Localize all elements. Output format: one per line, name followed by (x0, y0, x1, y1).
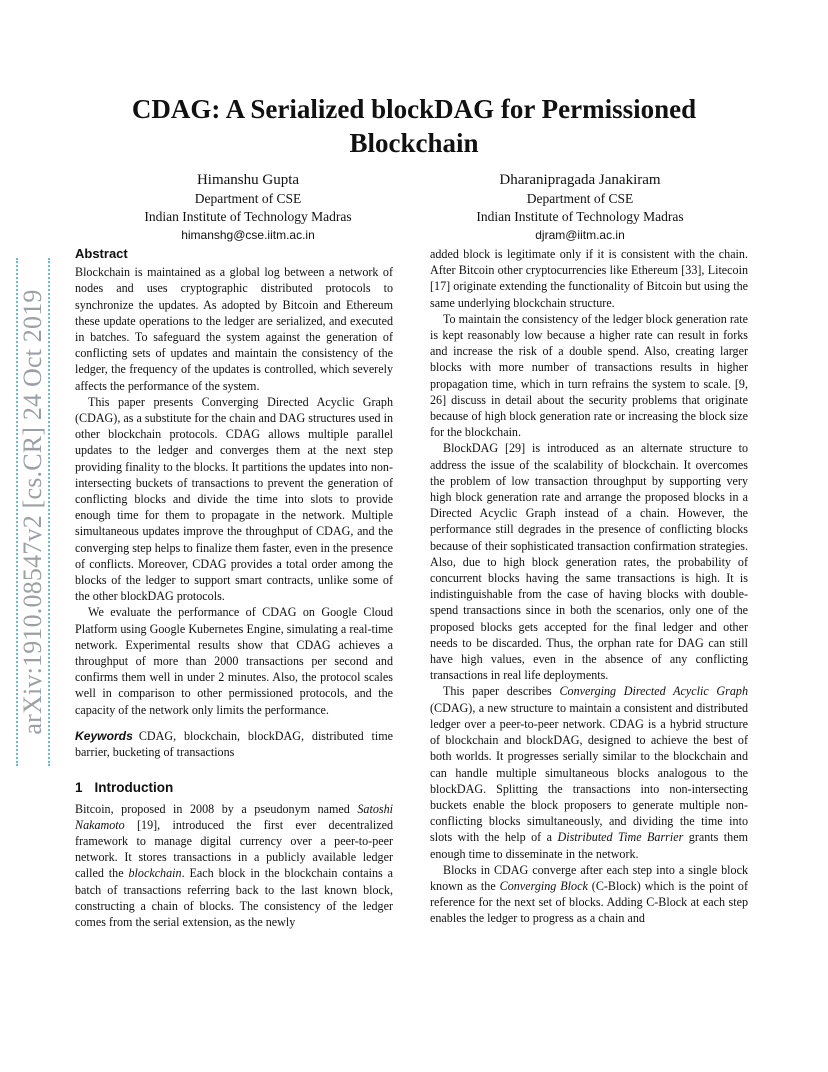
emphasis: blockchain (128, 866, 182, 881)
author-email[interactable]: himanshg@cse.iitm.ac.in (181, 228, 315, 242)
author-institution: Indian Institute of Technology Madras (476, 209, 684, 224)
arxiv-stamp-text: arXiv:1910.08547v2 [cs.CR] 24 Oct 2019 (18, 289, 47, 735)
intro-paragraph-2: To maintain the consistency of the ledger block generation rate is kept reasonably low because a higher rate can result in forks and increase the risk of a double spend. Also, creating larger blocks with more number of transactions results in higher propagation time, which in turn refrains the system to scale. [9, 26] discuss in detail about the security problems that originate because of high block generation rate or increasing the block size for the blockchain. (430, 311, 748, 440)
keywords-label: Keywords (75, 728, 133, 743)
abstract-heading: Abstract (75, 246, 128, 261)
abstract-paragraph-1: Blockchain is maintained as a global log between a network of nodes and uses cryptographic distributed protocols to synchronize the updates. As adopted by Bitcoin and Ethereum these update operations to the ledger are serialized, and executed in batches. To safeguard the system against the generation of conflicting sets of updates and maintain the consistency of the ledger, the frequency of the updates is controlled, which severely affects the performance of the system. (75, 265, 393, 393)
author-dept: Department of CSE (526, 191, 634, 206)
author-block-2 (430, 170, 730, 244)
text-run: grants them enough time to disseminate in the network. (430, 830, 748, 861)
text-run: [19], introduced the first ever decentralized framework to manage digital currency over a peer-to-peer network. It stores transactions in a publicly available ledger called the (75, 817, 393, 881)
keywords-text: CDAG, blockchain, blockDAG, distributed time barrier, bucketing of transactions (75, 728, 393, 760)
arxiv-stamp[interactable] (18, 262, 48, 762)
intro-paragraph-3: BlockDAG [29] is introduced as an alternate structure to address the issue of the scalability of blockchain. It overcomes the problem of low transaction throughput by supporting very high block generation rate and arrange the proposed blocks in a Directed Acyclic Graph instead of a chain. However, the performance still degrades in the presence of conflicting blocks because of their sophisticated transaction confirmation strategies. Also, due to high block generation rates, the probability of concurrent blocks having the same transactions is high. It is indistinguishable from the case of having blocks with double-spend transactions since in both the scenarios, only one of the proposed blocks gets accepted for the final ledger and other needs to be discarded. Thus, the orphan rate for DAG can still have high values, even in the absence of any conflicting transactions in real life deployments. (430, 441, 748, 683)
emphasis: Converging Directed Acyclic Graph (559, 684, 748, 699)
author-institution: Indian Institute of Technology Madras (144, 209, 352, 224)
author-name: Himanshu Gupta (196, 172, 300, 188)
text-run: . Each block in the blockchain contains a batch of transactions referring back to the last known block, constructing a chain of blocks. The consistency of the ledger comes from the serial extension, as the newly (75, 866, 393, 929)
emphasis: Converging Block (499, 878, 588, 893)
section-heading-introduction (75, 780, 393, 796)
abstract-paragraph-2: This paper presents Converging Directed Acyclic Graph (CDAG), as a substitute for the chain and DAG structures used in other blockchain protocols. CDAG allows multiple parallel updates to the ledger and converges them at the next step providing finality to the blocks. It partitions the updates into non-intersecting buckets of transactions to prevent the generation of conflicting blocks and divide the time into slots to provide enough time for them to propagate in the network. Multiple simultaneous updates improve the throughput of CDAG, and the converging step helps to finalize them faster, even in the presence of conflicts. Moreover, CDAG provides a total order among the blocks of the ledger to support smart contracts, unlike some of the other blockDAG protocols. (75, 394, 393, 604)
text-run: Bitcoin, proposed in 2008 by a pseudonym named (75, 801, 358, 816)
section-title: Introduction (94, 780, 174, 796)
left-column (75, 246, 393, 930)
intro-paragraph-1 (75, 801, 393, 931)
intro-paragraph-continued: added block is legitimate only if it is consistent with the chain. After Bitcoin other cryptocurrencies like Ethereum [33], Litecoin [17] originate extending the functionality of Bitcoin but using the same underlying blockchain structure. (430, 247, 748, 310)
author-dept: Department of CSE (194, 191, 302, 206)
text-run: Blocks in CDAG converge after each step into a single block known as the (430, 862, 748, 893)
section-number: 1 (75, 780, 83, 796)
intro-paragraph-4 (430, 683, 748, 861)
intro-paragraph-5 (430, 862, 748, 927)
emphasis: Distributed Time Barrier (557, 830, 684, 845)
text-run: (CDAG), a new structure to maintain a consistent and distributed ledger over a peer-to-peer network. CDAG is a hybrid structure of blockchain and blockDAG, designed to achieve the best of both worlds. It progresses serially similar to the blockchain and can handle multiple simultaneous blocks analogous to the blockDAG. Splitting the transactions into non-intersecting buckets enable the block proposers to generate multiple non-conflicting blocks simultaneously, and dividing the time into slots with the help of a (430, 700, 748, 845)
author-email[interactable]: djram@iitm.ac.in (535, 228, 625, 242)
text-run: (C-Block) which is the point of reference for the next set of blocks. Adding C-Block at each step enables the ledger to progress as a chain and (430, 878, 748, 926)
emphasis: Satoshi Nakamoto (75, 801, 393, 832)
right-column (430, 246, 748, 927)
paper-title: CDAG: A Serialized blockDAG for Permissioned Blockchain (131, 94, 697, 158)
text-run: This paper describes (443, 684, 560, 699)
author-block-1 (98, 170, 398, 244)
keywords (75, 728, 393, 760)
author-name: Dharanipragada Janakiram (499, 172, 661, 188)
abstract-paragraph-3: We evaluate the performance of CDAG on Google Cloud Platform using Google Kubernetes Engine, simulating a real-time network. Experimental results show that CDAG achieves a throughput of more than 2000 transactions per second and confirms them well in under 2 minutes. Also, the protocol scales well in comparison to other permissioned protocols, and the capacity of the network only limits the performance. (75, 605, 393, 717)
